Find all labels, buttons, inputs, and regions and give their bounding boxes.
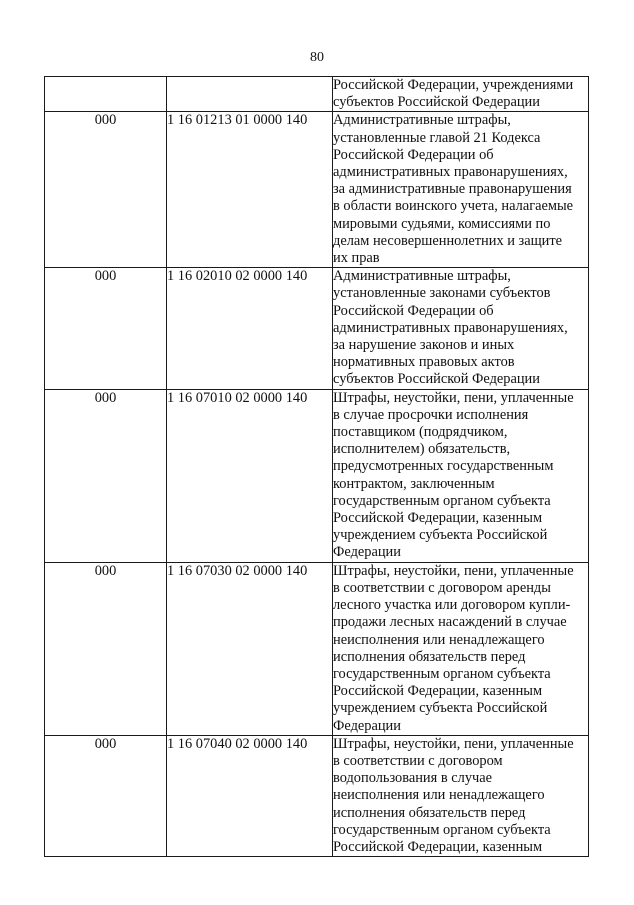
income-name-line: Российской Федерации, казенным <box>333 838 543 855</box>
income-name-line: неисполнения или ненадлежащего <box>333 787 545 804</box>
table-row <box>45 735 589 856</box>
table-row <box>45 268 589 389</box>
table-row <box>45 389 589 562</box>
income-name-line: субъектов Российской Федерации <box>333 94 540 111</box>
admin-code-cell: 000 <box>45 562 167 735</box>
income-name-line: государственным органом субъекта <box>333 492 551 509</box>
income-name-line: административных правонарушениях, <box>333 319 568 336</box>
income-name-line: в соответствии с договором аренды <box>333 579 551 596</box>
income-name-line: Федерации <box>333 717 401 734</box>
income-name-line: в соответствии с договором <box>333 752 503 769</box>
budget-code-cell: 1 16 07030 02 0000 140 <box>167 562 333 735</box>
income-name-line: Административные штрафы, <box>333 112 511 129</box>
income-name-line: их прав <box>333 250 380 267</box>
income-name-line: неисполнения или ненадлежащего <box>333 631 545 648</box>
budget-codes-table <box>44 76 589 857</box>
income-name-line: Штрафы, неустойки, пени, уплаченные <box>333 562 574 579</box>
admin-code-cell: 000 <box>45 735 167 856</box>
table-row <box>45 77 589 112</box>
income-name-line: за административные правонарушения <box>333 181 572 198</box>
income-name-line: делам несовершеннолетних и защите <box>333 232 563 249</box>
income-name-line: мировыми судьями, комиссиями по <box>333 215 551 232</box>
page-number: 80 <box>310 50 324 65</box>
income-name-line: за нарушение законов и иных <box>333 337 515 354</box>
income-name-cell <box>333 268 589 389</box>
budget-code-cell <box>167 77 333 112</box>
income-name-cell <box>333 112 589 268</box>
admin-code-cell: 000 <box>45 268 167 389</box>
income-name-line: поставщиком (подрядчиком, <box>333 424 508 441</box>
income-name-line: Федерации <box>333 544 401 561</box>
income-name-line: Российской Федерации, казенным <box>333 510 543 527</box>
income-name-line: административных правонарушениях, <box>333 164 568 181</box>
income-name-line: исполнителем) обязательств, <box>333 441 511 458</box>
budget-code-cell: 1 16 02010 02 0000 140 <box>167 268 333 389</box>
income-name-line: исполнения обязательств перед <box>333 804 526 821</box>
income-name-line: учреждением субъекта Российской <box>333 527 548 544</box>
income-name-line: водопользования в случае <box>333 770 493 787</box>
income-name-line: продажи лесных насаждений в случае <box>333 614 567 631</box>
income-name-line: Административные штрафы, <box>333 268 511 285</box>
income-name-line: в области воинского учета, налагаемые <box>333 198 574 215</box>
budget-code-cell: 1 16 07010 02 0000 140 <box>167 389 333 562</box>
income-name-cell <box>333 389 589 562</box>
income-name-line: государственным органом субъекта <box>333 821 551 838</box>
income-name-cell <box>333 562 589 735</box>
income-name-line: Российской Федерации, учреждениями <box>333 77 574 93</box>
income-name-line: государственным органом субъекта <box>333 665 551 682</box>
table-row <box>45 562 589 735</box>
table-row <box>45 112 589 268</box>
income-name-line: исполнения обязательств перед <box>333 648 526 665</box>
income-name-line: Российской Федерации об <box>333 146 494 163</box>
admin-code-cell: 000 <box>45 389 167 562</box>
admin-code-cell <box>45 77 167 112</box>
income-name-line: контрактом, заключенным <box>333 475 495 492</box>
budget-code-cell: 1 16 01213 01 0000 140 <box>167 112 333 268</box>
income-name-line: установленные главой 21 Кодекса <box>333 129 541 146</box>
income-name-line: установленные законами субъектов <box>333 285 551 302</box>
income-name-line: предусмотренных государственным <box>333 458 554 475</box>
income-name-line: Российской Федерации, казенным <box>333 683 543 700</box>
income-name-line: нормативных правовых актов <box>333 354 515 371</box>
income-name-line: Штрафы, неустойки, пени, уплаченные <box>333 735 574 752</box>
income-name-cell <box>333 77 589 112</box>
income-name-line: Российской Федерации об <box>333 302 494 319</box>
income-name-line: лесного участка или договором купли- <box>333 597 571 614</box>
table-body <box>45 77 589 857</box>
income-name-line: в случае просрочки исполнения <box>333 406 529 423</box>
budget-code-cell: 1 16 07040 02 0000 140 <box>167 735 333 856</box>
income-name-line: субъектов Российской Федерации <box>333 371 540 388</box>
income-name-line: Штрафы, неустойки, пени, уплаченные <box>333 389 574 406</box>
income-name-line: учреждением субъекта Российской <box>333 700 548 717</box>
income-name-cell <box>333 735 589 856</box>
admin-code-cell: 000 <box>45 112 167 268</box>
